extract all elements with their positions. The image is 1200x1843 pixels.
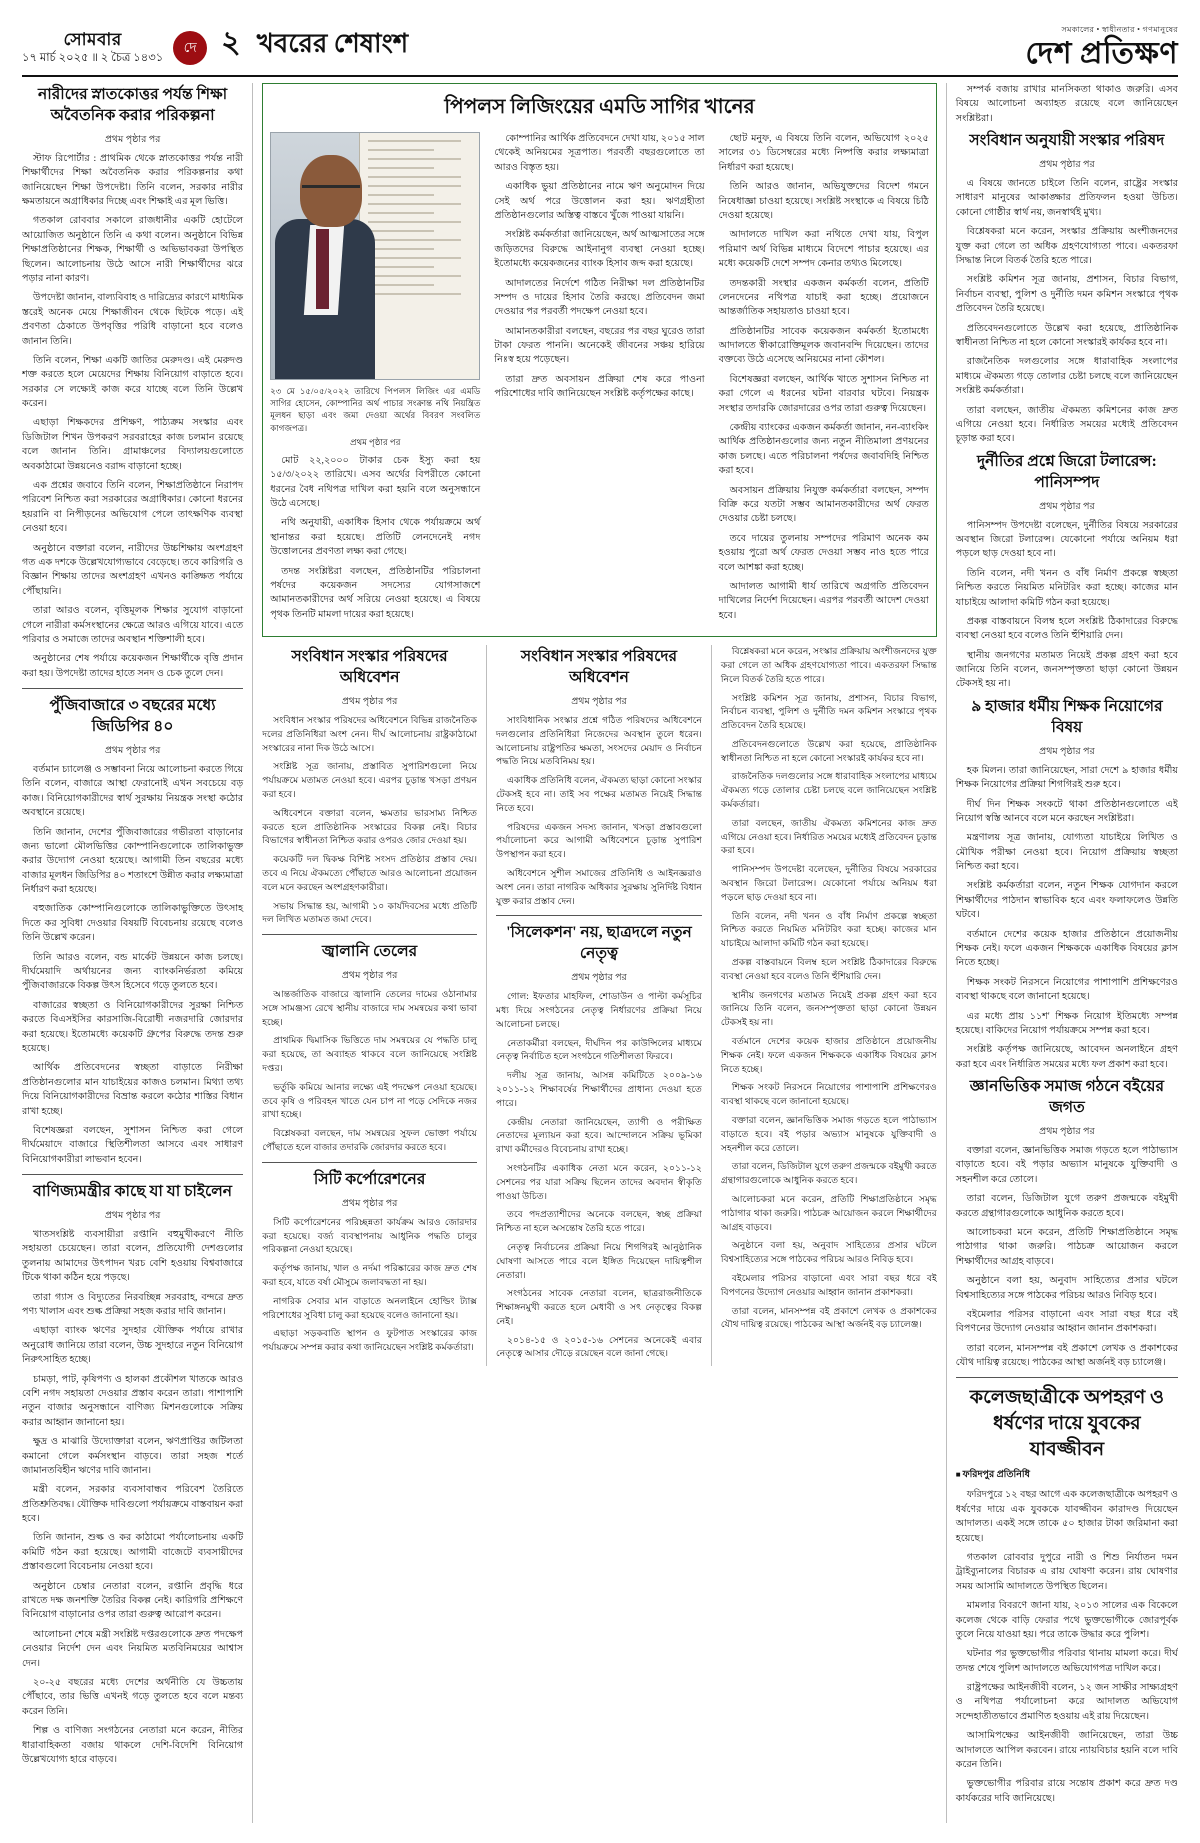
article-paragraph: মামলার বিবরণে জানা যায়, ২০১৩ সালের এক বিকেলে কলেজ থেকে বাড়ি ফেরার পথে ভুক্তভোগীকে জোরপূর্বক তুলে নিয়ে যাওয়া হয়। পরে তাকে উদ্ধার করে পুলিশ। <box>955 1600 1178 1640</box>
article-paragraph: সংশ্লিষ্ট কর্তৃপক্ষ জানিয়েছে, আবেদন অনলাইনে গ্রহণ করা হবে এবং নির্ধারিত সময়ের মধ্যে ফল প্রকাশ করা হবে। <box>955 1044 1178 1070</box>
article-paragraph: বিশ্লেষকরা মনে করেন, সংস্কার প্রক্রিয়ায় অংশীজনদের যুক্ত করা গেলে তা অধিক গ্রহণযোগ্যতা পাবে। একতরফা সিদ্ধান্ত নিলে বিতর্ক তৈরি হতে পারে। <box>955 226 1178 267</box>
publication-day: সোমবার <box>63 29 122 49</box>
continued-label: প্রথম পৃষ্ঠার পর <box>341 696 398 707</box>
continued-label: প্রথম পৃষ্ঠার পর <box>104 134 161 145</box>
article-paragraph: তারা বলেন, ডিজিটাল যুগে তরুণ প্রজন্মকে বইমুখী করতে গ্রন্থাগারগুলোকে আধুনিক করতে হবে। <box>955 1193 1178 1219</box>
section-divider <box>496 915 702 916</box>
continued-label: প্রথম পৃষ্ঠার পর <box>341 1198 398 1209</box>
section-title: খবরের শেষাংশ <box>256 29 409 58</box>
article-paragraph: গতকাল রোববার দুপুরে নারী ও শিশু নির্যাতন দমন ট্রাইব্যুনালের বিচারক এ রায় ঘোষণা করেন। রায় ঘোষণার সময় আসামি আদালতে উপস্থিত ছিলেন। <box>955 1551 1178 1592</box>
article-paragraph: হক মিলন। তারা জানিয়েছেন, সারা দেশে ৯ হাজার ধর্মীয় শিক্ষক নিয়োগের প্রক্রিয়া শিগগিরই শুরু হবে। <box>955 764 1178 791</box>
article-paragraph: স্টাফ রিপোর্টার : প্রাথমিক থেকে স্নাতকোত্তর পর্যন্ত নারী শিক্ষার্থীদের শিক্ষা অবৈতনিক করার পরিকল্পনার কথা জানিয়েছেন শিক্ষা উপদেষ্টা। তিনি বলেন, সরকার নারীর ক্ষমতায়নে অগ্রাধিকার দিচ্ছে এবং শিক্ষাই এর মূল ভিত্তি। <box>22 152 244 208</box>
headline-knowledge-society-books: জ্ঞানভিত্তিক সমাজ গঠনে বইয়ের জগত <box>969 1078 1165 1117</box>
continued-label: প্রথম পৃষ্ঠার পর <box>1039 501 1095 512</box>
feature-photo-column <box>270 132 480 628</box>
column-center-block <box>253 83 947 1823</box>
article-paragraph: চামড়া, পাট, কৃষিপণ্য ও হালকা প্রকৌশল খাতকে আরও বেশি নগদ সহায়তা দেওয়ার প্রস্তাব করেন তারা। পাশাপাশি নতুন বাজার অনুসন্ধানে বাণিজ্য মিশনগুলোকে সক্রিয় করার আহ্বান জানানো হয়। <box>22 1373 244 1428</box>
reporter-byline: ■ ফরিদপুর প্রতিনিধি <box>956 1468 1178 1483</box>
article-paragraph: ফরিদপুরে ১২ বছর আগে এক কলেজছাত্রীকে অপহরণ ও ধর্ষণের দায়ে এক যুবককে যাবজ্জীবন কারাদণ্ড দিয়েছেন আদালত। একই সঙ্গে তাকে ৫০ হাজার টাকা জরিমানা করা হয়েছে। <box>955 1489 1178 1544</box>
continued-label: প্রথম পৃষ্ঠার পর <box>571 696 627 707</box>
headline-constitution-council-session: সংবিধান সংস্কার পরিষদের অধিবেশন <box>520 648 678 687</box>
article-paragraph: অনুষ্ঠানে বলা হয়, অনুবাদ সাহিত্যের প্রসার ঘটলে বিশ্বসাহিত্যের সঙ্গে পাঠকের পরিচয় আরও নিবিড় হবে। <box>955 1275 1178 1301</box>
article-paragraph: রাজনৈতিক দলগুলোর সঙ্গে ধারাবাহিক সংলাপের মাধ্যমে ঐকমত্য গড়ে তোলার চেষ্টা চলছে বলে জানিয়েছেন সংশ্লিষ্ট কর্মকর্তারা। <box>720 771 937 810</box>
article-paragraph: সংশ্লিষ্ট কমিশন সূত্র জানায়, প্রশাসন, বিচার বিভাগ, নির্বাচন ব্যবস্থা, পুলিশ ও দুর্নীতি দমন কমিশন সংস্কারে পৃথক প্রতিবেদন তৈরি হয়েছে। <box>955 274 1178 315</box>
feature-text-column-right <box>719 132 929 628</box>
article-paragraph: একাধিক ভুয়া প্রতিষ্ঠানের নামে ঋণ অনুমোদন দিয়ে সেই অর্থ পরে উত্তোলন করা হয়। ঋণগ্রহীতা প্রতিষ্ঠানগুলোর অস্তিত্ব বাস্তবে খুঁজে পাওয়া যায়নি। <box>494 181 705 221</box>
article-paragraph: বর্তমানে দেশের কয়েক হাজার প্রতিষ্ঠানে প্রয়োজনীয় শিক্ষক নেই। ফলে একজন শিক্ষককে একাধিক বিষয়ের ক্লাস নিতে হচ্ছে। <box>955 928 1178 969</box>
headline-abduction-rape-verdict: কলেজছাত্রীকে অপহরণ ও ধর্ষণের দায়ে যুবকের যাবজ্জীবন <box>969 1387 1164 1460</box>
headline-chhatra-dal-leadership: 'সিলেকশন' নয়, ছাত্রদলে নতুন নেতৃত্ব <box>506 924 692 963</box>
section-divider <box>22 1174 243 1175</box>
article-paragraph: বইমেলার পরিসর বাড়ানো এবং সারা বছর ধরে বই বিপণনের উদ্যোগ নেওয়ার আহ্বান জানান প্রকাশকরা। <box>955 1308 1178 1335</box>
article-paragraph: উপদেষ্টা জানান, বাল্যবিবাহ ও দারিদ্র্যের কারণে মাধ্যমিক স্তরেই অনেক মেয়ে শিক্ষাজীবন থেকে ছিটকে পড়ে। এই প্রবণতা ঠেকাতে উপবৃত্তির পরিধি বাড়ানো হবে বলেও জানান তিনি। <box>22 292 244 347</box>
masthead-right <box>1025 24 1178 69</box>
article-paragraph: গোল: ইফতার মাহফিল, শোডাউন ও পাল্টা কর্মসূচির মধ্য দিয়ে সংগঠনের নেতৃত্ব নির্ধারণের প্রক্রিয়া নিয়ে আলোচনা চলছে। <box>496 991 702 1029</box>
continued-label: প্রথম পৃষ্ঠার পর <box>104 745 161 756</box>
article-paragraph: ঘটনার পর ভুক্তভোগীর পরিবার থানায় মামলা করে। দীর্ঘ তদন্ত শেষে পুলিশ আদালতে অভিযোগপত্র দাখিল করে। <box>955 1648 1178 1674</box>
article-paragraph: তদন্ত সংশ্লিষ্টরা বলছেন, প্রতিষ্ঠানটির পরিচালনা পর্ষদের কয়েকজন সদস্যের যোগসাজশে আমানতকারীদের অর্থ সরিয়ে নেওয়া হয়েছে। এ বিষয়ে পৃথক তিনটি মামলা দায়ের করা হয়েছে। <box>270 565 481 620</box>
article-paragraph: তারা বলেন, মানসম্পন্ন বই প্রকাশে লেখক ও প্রকাশকের যৌথ দায়িত্ব রয়েছে। পাঠকের আস্থা অর্জনই বড় চ্যালেঞ্জ। <box>720 1305 937 1330</box>
article-paragraph: প্রকল্প বাস্তবায়নে বিলম্ব হলে সংশ্লিষ্ট ঠিকাদারের বিরুদ্ধে ব্যবস্থা নেওয়া হবে বলেও তিনি হুঁশিয়ারি দেন। <box>720 957 937 981</box>
article-paragraph: ভুক্তভোগীর পরিবার রায়ে সন্তোষ প্রকাশ করে দ্রুত দণ্ড কার্যকরের দাবি জানিয়েছে। <box>955 1778 1178 1804</box>
article-paragraph: এ বিষয়ে জানতে চাইলে তিনি বলেন, রাষ্ট্রের সংস্কার সাধারণ মানুষের আকাঙ্ক্ষার প্রতিফলন হওয়া উচিত। কোনো গোষ্ঠীর স্বার্থ নয়, জনস্বার্থই মুখ্য। <box>955 178 1178 218</box>
article-paragraph: সংশ্লিষ্ট কর্মকর্তারা জানিয়েছেন, অর্থ আত্মসাতের সঙ্গে জড়িতদের বিরুদ্ধে আইনানুগ ব্যবস্থা নেওয়া হচ্ছে। ইতোমধ্যে কয়েকজনের ব্যাংক হিসাব জব্দ করা হয়েছে। <box>494 229 705 270</box>
article-paragraph: নেতৃত্ব নির্বাচনের প্রক্রিয়া নিয়ে শিগগিরই আনুষ্ঠানিক ঘোষণা আসতে পারে বলে ইঙ্গিত দিয়েছেন দায়িত্বশীল নেতারা। <box>496 1241 702 1280</box>
article-paragraph: এর মধ্যে প্রায় ১১শ' শিক্ষক নিয়োগ ইতিমধ্যে সম্পন্ন হয়েছে। বাকিদের নিয়োগ পর্যায়ক্রমে সম্পন্ন করা হবে। <box>955 1010 1178 1036</box>
article-paragraph: বিশ্লেষকরা বলছেন, দাম সমন্বয়ের সুফল ভোক্তা পর্যায়ে পৌঁছাতে হলে বাজার তদারকি জোরদার করতে হবে। <box>262 1128 478 1152</box>
article-paragraph: শিক্ষক সংকট নিরসনে নিয়োগের পাশাপাশি প্রশিক্ষণেরও ব্যবস্থা থাকছে বলে জানানো হয়েছে। <box>720 1082 937 1107</box>
article-paragraph: প্রতিষ্ঠানটির সাবেক কয়েকজন কর্মকর্তা ইতোমধ্যে আদালতে স্বীকারোক্তিমূলক জবানবন্দি দিয়েছেন। তাদের বক্তব্যে উঠে এসেছে অনিয়মের নানা কৌশল। <box>718 325 929 366</box>
article-paragraph: বহুজাতিক কোম্পানিগুলোকে তালিকাভুক্তিতে উৎসাহ দিতে কর সুবিধা দেওয়ার বিষয়টি বিবেচনায় রয়েছে বলেও তিনি উল্লেখ করেন। <box>22 903 244 944</box>
article-paragraph: এক প্রশ্নের জবাবে তিনি বলেন, শিক্ষাপ্রতিষ্ঠানে নিরাপদ পরিবেশ নিশ্চিত করা সরকারের অগ্রাধিকার। কোনো ধরনের হয়রানি বা নিপীড়নের অভিযোগ পেলে তাৎক্ষণিক ব্যবস্থা নেওয়া হবে। <box>22 480 244 535</box>
article-paragraph: কেন্দ্রীয় ব্যাংকের একজন কর্মকর্তা জানান, নন-ব্যাংকিং আর্থিক প্রতিষ্ঠানগুলোর জন্য নতুন নীতিমালা প্রণয়নের কাজ চলছে। এতে পরিচালনা পর্ষদের জবাবদিহি নিশ্চিত করা হবে। <box>718 422 929 477</box>
section-divider <box>262 934 477 935</box>
date-block <box>22 29 163 69</box>
article-paragraph: তারা বলেন, মানসম্পন্ন বই প্রকাশে লেখক ও প্রকাশকের যৌথ দায়িত্ব রয়েছে। পাঠকের আস্থা অর্জনই বড় চ্যালেঞ্জ। <box>955 1342 1178 1369</box>
article-paragraph: বাজারের স্বচ্ছতা ও বিনিয়োগকারীদের সুরক্ষা নিশ্চিত করতে বিএসইসির কারসাজি-বিরোধী নজরদারি জোরদার করা হয়েছে। ইতোমধ্যে কয়েকটি গ্রুপের বিরুদ্ধে তদন্ত শুরু হয়েছে। <box>22 999 244 1054</box>
continued-label: প্রথম পৃষ্ঠার পর <box>1039 746 1095 757</box>
headline-constitution-reform-council: সংবিধান অনুযায়ী সংস্কার পরিষদ <box>969 132 1165 150</box>
article-paragraph: তিনি বলেন, নদী খনন ও বাঁধ নির্মাণ প্রকল্পে স্বচ্ছতা নিশ্চিত করতে নিয়মিত মনিটরিং করা হচ্ছে। কাজের মান যাচাইয়ে আলাদা কমিটি গঠন করা হয়েছে। <box>955 567 1178 608</box>
section-divider <box>22 688 243 689</box>
article-paragraph: শিক্ষক সংকট নিরসনে নিয়োগের পাশাপাশি প্রশিক্ষণেরও ব্যবস্থা থাকছে বলে জানানো হয়েছে। <box>955 976 1178 1003</box>
page-number: ২ <box>221 26 241 59</box>
article-paragraph: কোম্পানির আর্থিক প্রতিবেদনে দেখা যায়, ২০১৫ সাল থেকেই অনিয়মের সূত্রপাত। পরবর্তী বছরগুলোতে তা আরও বিস্তৃত হয়। <box>494 133 705 173</box>
article-paragraph: স্থানীয় জনগণের মতামত নিয়েই প্রকল্প গ্রহণ করা হবে জানিয়ে তিনি বলেন, জনসম্পৃক্ততা ছাড়া কোনো উন্নয়ন টেকসই হয় না। <box>720 989 937 1028</box>
article-paragraph: এছাড়া ব্যাংক ঋণের সুদহার যৌক্তিক পর্যায়ে রাখার অনুরোধ জানিয়ে তারা বলেন, উচ্চ সুদহারে নতুন বিনিয়োগ নিরুৎসাহিত হচ্ছে। <box>22 1325 244 1366</box>
article-paragraph: তারা বলছেন, জাতীয় ঐকমত্য কমিশনের কাজ দ্রুত এগিয়ে নেওয়া হবে। নির্ধারিত সময়ের মধ্যেই প্রতিবেদন চূড়ান্ত করা হবে। <box>955 404 1178 445</box>
article-paragraph: তবে দায়ের তুলনায় সম্পদের পরিমাণ অনেক কম হওয়ায় পুরো অর্থ ফেরত দেওয়া সম্ভব নাও হতে পারে বলে আশঙ্কা করা হচ্ছে। <box>718 532 929 573</box>
article-paragraph: তিনি জানান, শুল্ক ও কর কাঠামো পর্যালোচনায় একটি কমিটি গঠন করা হয়েছে। আগামী বাজেটে ব্যবসায়ীদের প্রস্তাবগুলো বিবেচনায় নেওয়া হবে। <box>22 1532 244 1573</box>
article-paragraph: রাষ্ট্রপক্ষের আইনজীবী বলেন, ১২ জন সাক্ষীর সাক্ষ্যগ্রহণ ও নথিপত্র পর্যালোচনা করে আদালত অভিযোগ সন্দেহাতীতভাবে প্রমাণিত হওয়ায় এই রায় দিয়েছেন। <box>955 1682 1178 1722</box>
article-paragraph: আদালতে দাখিল করা নথিতে দেখা যায়, বিপুল পরিমাণ অর্থ বিভিন্ন মাধ্যমে বিদেশে পাচার হয়েছে। এর মধ্যে কয়েকটি দেশে সম্পদ কেনার তথ্যও মিলেছে। <box>718 229 929 270</box>
article-paragraph: নথি অনুযায়ী, একাধিক হিসাব থেকে পর্যায়ক্রমে অর্থ স্থানান্তর করা হয়েছে। প্রতিটি লেনদেনেই নগদ উত্তোলনের প্রবণতা লক্ষ্য করা গেছে। <box>270 517 481 558</box>
continued-label: প্রথম পৃষ্ঠার পর <box>571 973 627 984</box>
article-paragraph: কয়েকটি দল দ্বিকক্ষ বিশিষ্ট সংসদ প্রতিষ্ঠার প্রস্তাব দেয়। তবে এ নিয়ে ঐকমত্যে পৌঁছাতে আরও আলোচনা প্রয়োজন বলে মনে করছেন অংশগ্রহণকারীরা। <box>262 854 478 892</box>
headline-gdp-capital-market: পুঁজিবাজারে ৩ বছরের মধ্যে জিডিপির ৪০ <box>49 697 216 736</box>
headline-fuel-oil: জ্বালানি তেলের <box>322 943 418 961</box>
photo-md-sagir-khan <box>270 132 480 380</box>
paper-tagline: সমকালের • স্বাধীনতার • গণমানুষের <box>1061 25 1178 34</box>
continued-label: প্রথম পৃষ্ঠার পর <box>341 971 398 982</box>
article-paragraph: সংশ্লিষ্ট কর্মকর্তারা বলেন, নতুন শিক্ষক যোগদান করলে শিক্ষার্থীদের পাঠদান স্বাভাবিক হবে এবং ফলাফলেও উন্নতি ঘটবে। <box>955 880 1178 921</box>
column-2-lower <box>262 645 487 1366</box>
article-paragraph: রাজনৈতিক দলগুলোর সঙ্গে ধারাবাহিক সংলাপের মাধ্যমে ঐকমত্য গড়ে তোলার চেষ্টা চলছে বলে জানিয়েছেন সংশ্লিষ্ট কর্মকর্তারা। <box>955 356 1178 397</box>
article-paragraph: তিনি আরও বলেন, বন্ড মার্কেট উন্নয়নে কাজ চলছে। দীর্ঘমেয়াদি অর্থায়নের জন্য ব্যাংকনির্ভরতা কমিয়ে পুঁজিবাজারকে বিকল্প উৎস হিসেবে গড়ে তুলতে হবে। <box>22 951 244 992</box>
article-paragraph: আসামিপক্ষের আইনজীবী জানিয়েছেন, তারা উচ্চ আদালতে আপিল করবেন। রায়ে ন্যায়বিচার হয়নি বলে দাবি করেন তিনি। <box>955 1730 1178 1771</box>
headline-commerce-minister: বাণিজ্যমন্ত্রীর কাছে যা যা চাইলেন <box>33 1183 233 1201</box>
article-paragraph: ২০১৪-১৫ ও ২০১৫-১৬ সেশনের অনেকেই এবার নেতৃত্বে আসার দৌড়ে রয়েছেন বলে জানা গেছে। <box>496 1334 702 1359</box>
headline-women-education: নারীদের স্নাতকোত্তর পর্যন্ত শিক্ষা অবৈতনিক করার পরিকল্পনা <box>38 86 228 124</box>
feature-text-column-middle <box>494 132 704 628</box>
article-paragraph: আলোচকরা মনে করেন, প্রতিটি শিক্ষাপ্রতিষ্ঠানে সমৃদ্ধ পাঠাগার থাকা জরুরি। পাঠচক্র আয়োজন করলে শিক্ষার্থীদের আগ্রহ বাড়বে। <box>955 1226 1178 1267</box>
article-paragraph: কর্তৃপক্ষ জানায়, খাল ও নর্দমা পরিষ্কারের কাজ দ্রুত শেষ করা হবে, যাতে বর্ষা মৌসুমে জলাবদ্ধতা না হয়। <box>262 1263 478 1287</box>
paper-name: দেশ প্রতিক্ষণ <box>1025 37 1178 70</box>
article-paragraph: তারা বলেন, ডিজিটাল যুগে তরুণ প্রজন্মকে বইমুখী করতে গ্রন্থাগারগুলোকে আধুনিক করতে হবে। <box>720 1161 937 1186</box>
article-paragraph: বিশ্লেষকরা মনে করেন, সংস্কার প্রক্রিয়ায় অংশীজনদের যুক্ত করা গেলে তা অধিক গ্রহণযোগ্যতা পাবে। একতরফা সিদ্ধান্ত নিলে বিতর্ক তৈরি হতে পারে। <box>720 646 937 684</box>
article-paragraph: তিনি আরও জানান, অভিযুক্তদের বিদেশ গমনে নিষেধাজ্ঞা চাওয়া হয়েছে। সংশ্লিষ্ট সংস্থাকে এ বিষয়ে চিঠি দেওয়া হয়েছে। <box>718 181 929 221</box>
article-paragraph: সিটি কর্পোরেশনের পরিচ্ছন্নতা কার্যক্রম আরও জোরদার করা হয়েছে। বর্জ্য ব্যবস্থাপনায় আধুনিক পদ্ধতি চালুর পরিকল্পনা নেওয়া হয়েছে। <box>262 1216 478 1255</box>
article-paragraph: অনুষ্ঠানে বলা হয়, অনুবাদ সাহিত্যের প্রসার ঘটলে বিশ্বসাহিত্যের সঙ্গে পাঠকের পরিচয় আরও নিবিড় হবে। <box>720 1240 937 1265</box>
article-paragraph: সংবিধান সংস্কার পরিষদের অধিবেশনে বিভিন্ন রাজনৈতিক দলের প্রতিনিধিরা অংশ নেন। দীর্ঘ আলোচনায় রাষ্ট্রকাঠামো সংস্কারের নানা দিক উঠে আসে। <box>262 714 478 753</box>
article-paragraph: ছোট মনুফ, এ বিষয়ে তিনি বলেন, অভিযোগ ২০২৫ সালের ৩১ ডিসেম্বরের মধ্যে নিষ্পত্তি করার লক্ষ্যমাত্রা নির্ধারণ করা হয়েছে। <box>718 133 929 173</box>
article-paragraph: সংশ্লিষ্ট সূত্র জানায়, প্রস্তাবিত সুপারিশগুলো নিয়ে পর্যায়ক্রমে মতামত নেওয়া হবে। এরপর চূড়ান্ত খসড়া প্রণয়ন করা হবে। <box>262 761 478 799</box>
article-paragraph: তিনি বলেন, শিক্ষা একটি জাতির মেরুদণ্ড। এই মেরুদণ্ড শক্ত করতে হলে মেয়েদের শিক্ষায় বিনিয়োগ বাড়াতে হবে। সরকার সে লক্ষ্যেই কাজ করে যাচ্ছে বলে তিনি উল্লেখ করেন। <box>22 354 244 410</box>
masthead-left <box>22 18 408 69</box>
headline-zero-tolerance-corruption: দুর্নীতির প্রশ্নে জিরো টলারেন্স: পানিসম্পদ <box>977 452 1157 491</box>
article-paragraph: ২০-২৫ বছরের মধ্যে দেশের অর্থনীতি যে উচ্চতায় পৌঁছাবে, তার ভিত্তি এখনই গড়ে তুলতে হবে বলে মন্তব্য করেন তিনি। <box>22 1676 244 1717</box>
column-3-lower <box>487 645 712 1366</box>
article-paragraph: প্রতিবেদনগুলোতে উল্লেখ করা হয়েছে, প্রাতিষ্ঠানিক স্বাধীনতা নিশ্চিত না হলে কোনো সংস্কারই কার্যকর হবে না। <box>720 738 937 763</box>
article-paragraph: বইমেলার পরিসর বাড়ানো এবং সারা বছর ধরে বই বিপণনের উদ্যোগ নেওয়ার আহ্বান জানান প্রকাশকরা। <box>720 1272 937 1297</box>
article-paragraph: ভর্তুকি কমিয়ে আনার লক্ষ্যে এই পদক্ষেপ নেওয়া হয়েছে। তবে কৃষি ও পরিবহন খাতে যেন চাপ না পড়ে সেদিকে নজর রাখা হচ্ছে। <box>262 1081 478 1120</box>
article-paragraph: নাগরিক সেবার মান বাড়াতে অনলাইনে হোল্ডিং ট্যাক্স পরিশোধের সুবিধা চালু করা হয়েছে বলেও জানানো হয়। <box>262 1295 478 1320</box>
article-paragraph: বিশেষজ্ঞরা বলছেন, আর্থিক খাতে সুশাসন নিশ্চিত না করা গেলে এ ধরনের ঘটনা বারবার ঘটবে। নিয়ন্ত্রক সংস্থার তদারকি জোরদারের ওপর তারা গুরুত্ব দিয়েছেন। <box>718 373 929 414</box>
article-paragraph: তারা গ্যাস ও বিদ্যুতের নিরবচ্ছিন্ন সরবরাহ, বন্দরে দ্রুত পণ্য খালাস এবং শুল্ক প্রক্রিয়া সহজ করার দাবি জানান। <box>22 1291 244 1317</box>
article-paragraph: তারা আরও বলেন, বৃত্তিমূলক শিক্ষার সুযোগ বাড়ানো গেলে নারীরা কর্মসংস্থানের ক্ষেত্রে আরও এগিয়ে যাবে। এতে পরিবার ও সমাজে তাদের অবস্থান শক্তিশালী হবে। <box>22 605 244 645</box>
article-paragraph: মন্ত্রী বলেন, সরকার ব্যবসাবান্ধব পরিবেশ তৈরিতে প্রতিশ্রুতিবদ্ধ। যৌক্তিক দাবিগুলো পর্যায়ক্রমে বাস্তবায়ন করা হবে। <box>22 1484 244 1525</box>
article-paragraph: অনুষ্ঠানের শেষ পর্যায়ে কয়েকজন শিক্ষার্থীকে বৃত্তি প্রদান করা হয়। উপদেষ্টা তাদের হাতে সনদ ও চেক তুলে দেন। <box>22 653 244 679</box>
article-paragraph: অবসায়ন প্রক্রিয়ায় নিযুক্ত কর্মকর্তারা বলছেন, সম্পদ বিক্রি করে যতটা সম্ভব আমানতকারীদের অর্থ ফেরত দেওয়ার চেষ্টা চলছে। <box>718 484 929 525</box>
article-paragraph: বক্তারা বলেন, জ্ঞানভিত্তিক সমাজ গড়তে হলে পাঠাভ্যাস বাড়াতে হবে। বই পড়ার অভ্যাস মানুষকে যুক্তিবাদী ও সহনশীল করে তোলে। <box>955 1144 1178 1185</box>
masthead <box>22 18 1178 77</box>
headline-religious-teacher-recruitment: ৯ হাজার ধর্মীয় শিক্ষক নিয়োগের বিষয় <box>971 697 1163 736</box>
article-paragraph: তবে পদপ্রত্যাশীদের অনেকে বলছেন, স্বচ্ছ প্রক্রিয়া নিশ্চিত না হলে অসন্তোষ তৈরি হতে পারে। <box>496 1209 702 1234</box>
article-paragraph: সম্পর্ক বজায় রাখার মানসিকতা থাকাও জরুরি। এসব বিষয়ে আলোচনা অব্যাহত রয়েছে বলে জানিয়েছেন সংশ্লিষ্টরা। <box>955 84 1178 124</box>
article-paragraph: একাধিক প্রতিনিধি বলেন, ঐকমত্য ছাড়া কোনো সংস্কার টেকসই হবে না। তাই সব পক্ষের মতামত নিয়েই সিদ্ধান্ত নিতে হবে। <box>496 775 702 813</box>
article-paragraph: তারা দ্রুত অবসায়ন প্রক্রিয়া শেষ করে পাওনা পরিশোধের দাবি জানিয়েছেন সংশ্লিষ্ট কর্তৃপক্ষের কাছে। <box>494 373 705 400</box>
article-paragraph: এছাড়া শিক্ষকদের প্রশিক্ষণ, পাঠ্যক্রম সংস্কার এবং ডিজিটাল শিখন উপকরণ সরবরাহের কাজ চলমান রয়েছে বলে জানান তিনি। গ্রামাঞ্চলের বিদ্যালয়গুলোতে অবকাঠামো উন্নয়নেও বরাদ্দ বাড়ানো হচ্ছে। <box>22 417 244 472</box>
article-paragraph: তিনি বলেন, নদী খনন ও বাঁধ নির্মাণ প্রকল্পে স্বচ্ছতা নিশ্চিত করতে নিয়মিত মনিটরিং করা হচ্ছে। কাজের মান যাচাইয়ে আলাদা কমিটি গঠন করা হয়েছে। <box>720 910 937 949</box>
article-paragraph: ক্ষুদ্র ও মাঝারি উদ্যোক্তারা বলেন, ঋণপ্রাপ্তির জটিলতা কমানো গেলে কর্মসংস্থান বাড়বে। তারা সহজ শর্তে জামানতবিহীন ঋণের দাবি জানান। <box>22 1436 244 1476</box>
headline-peoples-leasing: পিপলস লিজিংয়ের এমডি সাগির খানের <box>444 96 755 118</box>
column-5 <box>947 83 1178 1823</box>
article-paragraph: আলোচনা শেষে মন্ত্রী সংশ্লিষ্ট দপ্তরগুলোকে দ্রুত পদক্ষেপ নেওয়ার নির্দেশ দেন এবং নিয়মিত মতবিনিময়ের আশ্বাস দেন। <box>22 1628 244 1669</box>
article-paragraph: অধিবেশনে বক্তারা বলেন, ক্ষমতার ভারসাম্য নিশ্চিত করতে হলে প্রাতিষ্ঠানিক সংস্কারের বিকল্প নেই। বিচার বিভাগের স্বাধীনতা নিশ্চিত করার ওপরও জোর দেওয়া হয়। <box>262 807 478 846</box>
column-4-lower <box>712 645 937 1366</box>
continued-label: প্রথম পৃষ্ঠার পর <box>350 436 401 447</box>
article-paragraph: সংগঠনটির একাধিক নেতা মনে করেন, ২০১১-১২ সেশনের পর যারা সক্রিয় ছিলেন তাদের অবদান স্বীকৃতি পাওয়া উচিত। <box>496 1162 702 1201</box>
article-paragraph: আদালত আগামী ধার্য তারিখে অগ্রগতি প্রতিবেদন দাখিলের নির্দেশ দিয়েছেন। এরপর পরবর্তী আদেশ দেওয়া হবে। <box>718 580 929 621</box>
article-paragraph: মন্ত্রণালয় সূত্র জানায়, যোগ্যতা যাচাইয়ে লিখিত ও মৌখিক পরীক্ষা নেওয়া হবে। নিয়োগ প্রক্রিয়ায় স্বচ্ছতা নিশ্চিত করা হবে। <box>955 832 1178 873</box>
document-scan-image <box>359 133 480 379</box>
article-paragraph: প্রাথমিক দ্বিমাসিক ভিত্তিতে দাম সমন্বয়ের যে পদ্ধতি চালু করা হয়েছে, তা অব্যাহত থাকবে বলে জানিয়েছে সংশ্লিষ্ট দপ্তর। <box>262 1035 478 1074</box>
feature-article-box <box>262 83 937 637</box>
section-divider <box>262 1162 477 1163</box>
article-paragraph: আমানতকারীরা বলছেন, বছরের পর বছর ঘুরেও তারা টাকা ফেরত পাননি। অনেকেই জীবনের সঞ্চয় হারিয়ে নিঃস্ব হয়ে পড়েছেন। <box>494 325 705 366</box>
article-paragraph: প্রতিবেদনগুলোতে উল্লেখ করা হয়েছে, প্রাতিষ্ঠানিক স্বাধীনতা নিশ্চিত না হলে কোনো সংস্কারই কার্যকর হবে না। <box>955 322 1178 348</box>
article-paragraph: মোট ২২,২০০০ টাকার চেক ইস্যু করা হয় ১৫/৩/২০২২ তারিখে। এসব অর্থের বিপরীতে কোনো ধরনের বৈধ নথিপত্র দাখিল করা হয়নি বলে অনুসন্ধানে উঠে এসেছে। <box>270 454 481 509</box>
article-paragraph: বিশেষজ্ঞরা বলছেন, সুশাসন নিশ্চিত করা গেলে দীর্ঘমেয়াদে বাজারে স্থিতিশীলতা আসবে এবং সাধারণ বিনিয়োগকারীরা লাভবান হবেন। <box>22 1124 244 1165</box>
article-paragraph: প্রকল্প বাস্তবায়নে বিলম্ব হলে সংশ্লিষ্ট ঠিকাদারের বিরুদ্ধে ব্যবস্থা নেওয়া হবে বলেও তিনি হুঁশিয়ারি দেন। <box>955 615 1178 642</box>
publication-date: ১৭ মার্চ ২০২৫ ॥ ২ চৈত্র ১৪৩১ <box>22 52 164 65</box>
article-paragraph: সাংবিধানিক সংস্কার প্রশ্নে গঠিত পরিষদের অধিবেশনে দলগুলোর প্রতিনিধিরা নিজেদের অবস্থান তুলে ধরেন। আলোচনায় রাষ্ট্রপতির ক্ষমতা, সংসদের মেয়াদ ও নির্বাচন পদ্ধতি নিয়ে মতবিনিময় হয়। <box>496 714 702 767</box>
article-paragraph: পানিসম্পদ উপদেষ্টা বলেছেন, দুর্নীতির বিষয়ে সরকারের অবস্থান জিরো টলারেন্স। যেকোনো পর্যায়ে অনিয়ম ধরা পড়লে ছাড় দেওয়া হবে না। <box>955 519 1178 560</box>
article-paragraph: তারা বলছেন, জাতীয় ঐকমত্য কমিশনের কাজ দ্রুত এগিয়ে নেওয়া হবে। নির্ধারিত সময়ের মধ্যেই প্রতিবেদন চূড়ান্ত করা হবে। <box>720 817 937 856</box>
article-paragraph: শিল্প ও বাণিজ্য সংগঠনের নেতারা মনে করেন, নীতির ধারাবাহিকতা বজায় থাকলে দেশি-বিদেশি বিনিয়োগ উল্লেখযোগ্য হারে বাড়বে। <box>22 1725 244 1765</box>
article-paragraph: আদালতের নির্দেশে গঠিত নিরীক্ষা দল প্রতিষ্ঠানটির সম্পদ ও দায়ের হিসাব তৈরি করছে। প্রতিবেদন জমা দেওয়ার পর পরবর্তী পদক্ষেপ নেওয়া হবে। <box>494 277 705 318</box>
article-paragraph: স্থানীয় জনগণের মতামত নিয়েই প্রকল্প গ্রহণ করা হবে জানিয়ে তিনি বলেন, জনসম্পৃক্ততা ছাড়া কোনো উন্নয়ন টেকসই হয় না। <box>955 649 1178 690</box>
article-paragraph: সংগঠনের সাবেক নেতারা বলেন, ছাত্ররাজনীতিকে শিক্ষাঙ্গনমুখী করতে হলে মেধাবী ও সৎ নেতৃত্বের বিকল্প নেই। <box>496 1288 702 1326</box>
paper-logo-icon: দে <box>173 31 207 65</box>
article-paragraph: আন্তর্জাতিক বাজারে জ্বালানি তেলের দামের ওঠানামার সঙ্গে সামঞ্জস্য রেখে স্থানীয় বাজারে দাম সমন্বয়ের কথা ভাবা হচ্ছে। <box>262 989 478 1027</box>
article-paragraph: আর্থিক প্রতিবেদনের স্বচ্ছতা বাড়াতে নিরীক্ষা প্রতিষ্ঠানগুলোর মান যাচাইয়ের কাজও চলমান। মিথ্যা তথ্য দিয়ে বিনিয়োগকারীদের বিভ্রান্ত করলে কঠোর শাস্তির বিধান রাখা হচ্ছে। <box>22 1062 244 1117</box>
article-paragraph: সভায় সিদ্ধান্ত হয়, আগামী ১০ কার্যদিবসের মধ্যে প্রতিটি দল লিখিত মতামত জমা দেবে। <box>262 900 478 925</box>
continued-label: প্রথম পৃষ্ঠার পর <box>1039 1126 1095 1137</box>
article-paragraph: অনুষ্ঠানে বক্তারা বলেন, নারীদের উচ্চশিক্ষায় অংশগ্রহণ গত এক দশকে উল্লেখযোগ্যভাবে বেড়েছে। তবে কারিগরি ও বিজ্ঞান শিক্ষায় তাদের অংশগ্রহণ এখনও কাঙ্ক্ষিত পর্যায়ে পৌঁছায়নি। <box>22 542 244 597</box>
article-paragraph: এছাড়া সড়কবাতি স্থাপন ও ফুটপাত সংস্কারের কাজ পর্যায়ক্রমে সম্পন্ন করার কথা জানিয়েছেন সংশ্লিষ্ট কর্মকর্তারা। <box>262 1328 478 1353</box>
headline-city-corporation: সিটি কর্পোরেশনের <box>313 1170 426 1188</box>
photo-caption: ২৩ মে ১৫/০৫/২০২২ তারিখে পিপলস লিজিং এর এমডি সাগির হোসেন, কোম্পানির অর্থ পাচার সংক্রান্ত নথি নিয়ন্ত্রিত মূলধন ছাড়া এবং জমা দেওয়া অর্থের বিবরণ সংবলিত কাগজপত্র। <box>270 386 481 433</box>
column-1 <box>22 83 253 1823</box>
article-paragraph: পরিষদের একজন সদস্য জানান, খসড়া প্রস্তাবগুলো পর্যালোচনা করে আগামী অধিবেশনে চূড়ান্ত সুপারিশ উপস্থাপন করা হবে। <box>496 821 702 860</box>
article-paragraph: বর্তমানে দেশের কয়েক হাজার প্রতিষ্ঠানে প্রয়োজনীয় শিক্ষক নেই। ফলে একজন শিক্ষককে একাধিক বিষয়ের ক্লাস নিতে হচ্ছে। <box>720 1036 937 1074</box>
article-paragraph: দলীয় সূত্র জানায়, আসন্ন কমিটিতে ২০০৯-১৬ ২০১১-১২ শিক্ষাবর্ষের শিক্ষার্থীদের প্রাধান্য দেওয়া হতে পারে। <box>496 1070 702 1108</box>
continued-label: প্রথম পৃষ্ঠার পর <box>1039 160 1095 171</box>
section-divider <box>956 1377 1178 1378</box>
article-paragraph: দীর্ঘ দিন শিক্ষক সংকটে থাকা প্রতিষ্ঠানগুলোতে এই নিয়োগ স্বস্তি আনবে বলে মনে করছেন সংশ্লিষ্টরা। <box>955 798 1178 824</box>
continued-label: প্রথম পৃষ্ঠার পর <box>104 1211 161 1222</box>
article-paragraph: বর্তমান চ্যালেঞ্জ ও সম্ভাবনা নিয়ে আলোচনা করতে গিয়ে তিনি বলেন, বাজারে আস্থা ফেরানোই এখন সবচেয়ে বড় কাজ। বিনিয়োগকারীদের স্বার্থ সুরক্ষায় নিয়ন্ত্রক সংস্থা কঠোর অবস্থানে রয়েছে। <box>22 763 244 819</box>
article-paragraph: বক্তারা বলেন, জ্ঞানভিত্তিক সমাজ গড়তে হলে পাঠাভ্যাস বাড়াতে হবে। বই পড়ার অভ্যাস মানুষকে যুক্তিবাদী ও সহনশীল করে তোলে। <box>720 1115 937 1153</box>
page-columns <box>22 83 1178 1823</box>
headline-constitution-council: সংবিধান সংস্কার পরিষদের অধিবেশন <box>291 648 448 687</box>
article-paragraph: তিনি জানান, দেশের পুঁজিবাজারের গভীরতা বাড়ানোর জন্য ভালো মৌলভিত্তির কোম্পানিগুলোকে তালিকাভুক্ত করার উদ্যোগ নেওয়া হয়েছে। আগামী তিন বছরের মধ্যে বাজার মূলধন জিডিপির ৪০ শতাংশে উন্নীত করার লক্ষ্যমাত্রা নির্ধারণ করা হয়েছে। <box>22 826 244 896</box>
article-paragraph: তদন্তকারী সংস্থার একজন কর্মকর্তা বলেন, প্রতিটি লেনদেনের নথিপত্র যাচাই করা হচ্ছে। প্রয়োজনে আন্তর্জাতিক সহায়তাও চাওয়া হবে। <box>718 277 929 318</box>
article-paragraph: খাতসংশ্লিষ্ট ব্যবসায়ীরা রপ্তানি বহুমুখীকরণে নীতি সহায়তা চেয়েছেন। তারা বলেন, প্রতিযোগী দেশগুলোর তুলনায় আমাদের উৎপাদন খরচ বেশি হওয়ায় বিশ্ববাজারে টিকে থাকা কঠিন হয়ে পড়ছে। <box>22 1229 244 1284</box>
article-paragraph: কেন্দ্রীয় নেতারা জানিয়েছেন, ত্যাগী ও পরীক্ষিত নেতাদের মূল্যায়ন করা হবে। আন্দোলনে সক্রিয় ভূমিকা রাখা কর্মীদেরও বিবেচনায় রাখা হচ্ছে। <box>496 1116 702 1155</box>
article-paragraph: সংশ্লিষ্ট কমিশন সূত্র জানায়, প্রশাসন, বিচার বিভাগ, নির্বাচন ব্যবস্থা, পুলিশ ও দুর্নীতি দমন কমিশন সংস্কারে পৃথক প্রতিবেদন তৈরি হয়েছে। <box>720 692 937 731</box>
article-paragraph: পানিসম্পদ উপদেষ্টা বলেছেন, দুর্নীতির বিষয়ে সরকারের অবস্থান জিরো টলারেন্স। যেকোনো পর্যায়ে অনিয়ম ধরা পড়লে ছাড় দেওয়া হবে না। <box>720 864 937 902</box>
article-paragraph: আলোচকরা মনে করেন, প্রতিটি শিক্ষাপ্রতিষ্ঠানে সমৃদ্ধ পাঠাগার থাকা জরুরি। পাঠচক্র আয়োজন করলে শিক্ষার্থীদের আগ্রহ বাড়বে। <box>720 1194 937 1232</box>
article-paragraph: গতকাল রোববার সকালে রাজধানীর একটি হোটেলে আয়োজিত অনুষ্ঠানে তিনি এ কথা বলেন। অনুষ্ঠানে বিভিন্ন শিক্ষাপ্রতিষ্ঠানের শিক্ষক, শিক্ষার্থী ও অভিভাবকরা উপস্থিত ছিলেন। আলোচনায় উঠে আসে নারী শিক্ষার্থীদের ঝরে পড়ার নানা কারণ। <box>22 215 244 284</box>
article-paragraph: নেতাকর্মীরা বলছেন, দীর্ঘদিন পর কাউন্সিলের মাধ্যমে নেতৃত্ব নির্বাচিত হলে সংগঠনে গতিশীলতা ফিরবে। <box>496 1037 702 1062</box>
article-paragraph: অনুষ্ঠানে চেম্বার নেতারা বলেন, রপ্তানি প্রবৃদ্ধি ধরে রাখতে দক্ষ জনশক্তি তৈরির বিকল্প নেই। কারিগরি প্রশিক্ষণে বিনিয়োগ বাড়ানোর ওপর তারা গুরুত্ব আরোপ করেন। <box>22 1580 244 1621</box>
article-paragraph: অধিবেশনে সুশীল সমাজের প্রতিনিধি ও আইনজ্ঞরাও অংশ নেন। তারা নাগরিক অধিকার সুরক্ষায় সুনির্দিষ্ট বিধান যুক্ত করার প্রস্তাব দেন। <box>496 867 702 906</box>
